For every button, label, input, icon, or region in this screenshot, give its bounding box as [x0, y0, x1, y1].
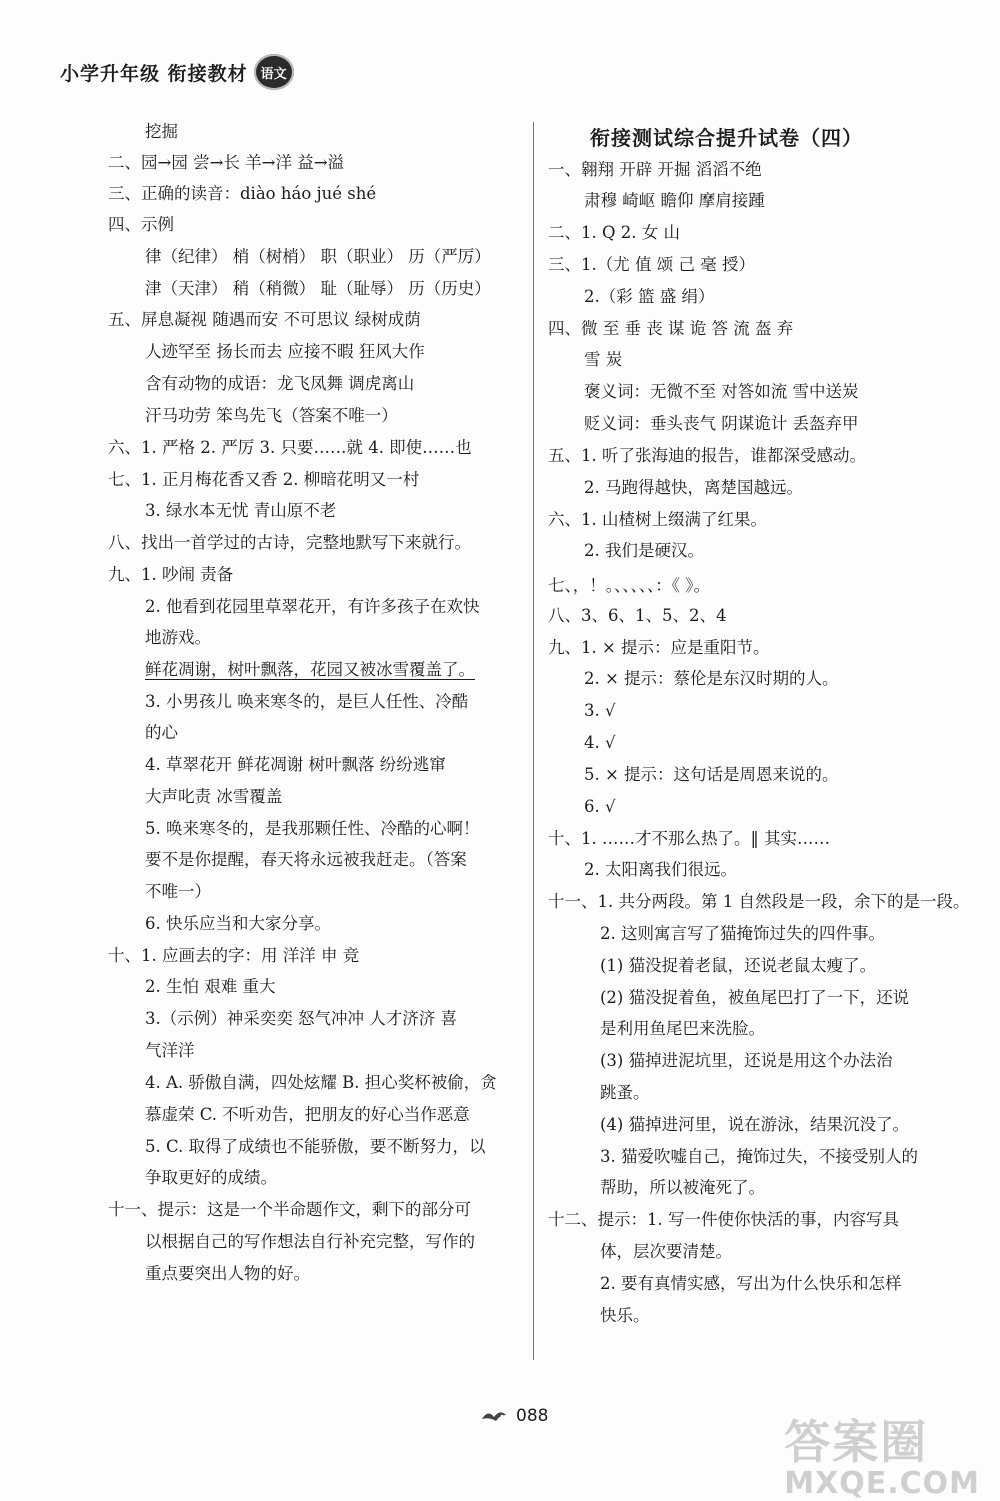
answer-line: 争取更好的成绩。	[145, 1168, 277, 1187]
answer-line: 2. 马跑得越快，离楚国越远。	[584, 478, 803, 497]
watermark	[784, 1406, 980, 1501]
answer-line: 鲜花凋谢，树叶飘落，花园又被冰雪覆盖了。	[145, 660, 475, 679]
subject-badge: 语文	[254, 54, 294, 90]
answer-line: 2. 我们是硬汉。	[584, 541, 704, 560]
answer-line: 慕虚荣 C. 不听劝告，把朋友的好心当作恶意	[145, 1105, 470, 1124]
answer-line: 一、翱翔 开辟 开掘 滔滔不绝	[548, 160, 762, 179]
answer-line: 含有动物的成语：龙飞凤舞 调虎离山	[145, 374, 415, 393]
answer-line: 汗马功劳 笨鸟先飞（答案不唯一）	[145, 406, 398, 425]
answer-line: 4. √	[584, 733, 616, 752]
answer-line: 5. × 提示：这句话是周恩来说的。	[584, 765, 839, 784]
answer-line: 气洋洋	[145, 1041, 195, 1060]
answer-line: 十一、提示：这是一个半命题作文，剩下的部分可	[108, 1200, 471, 1219]
answer-line: 四、示例	[108, 215, 174, 234]
answer-line: 快乐。	[600, 1306, 650, 1325]
answer-line: 四、微 至 垂 丧 谋 诡 答 流 盔 弃	[548, 319, 794, 338]
answer-line: 肃穆 崎岖 瞻仰 摩肩接踵	[584, 191, 765, 210]
answer-line: 八、找出一首学过的古诗，完整地默写下来就行。	[108, 533, 471, 552]
answer-line: 2. 太阳离我们很远。	[584, 860, 737, 879]
answer-line: 七、，！。、、、、、：《 》。	[548, 576, 710, 595]
answer-line: (3) 猫掉进泥坑里，还说是用这个办法治	[600, 1051, 893, 1070]
answer-line: (1) 猫没捉着老鼠，还说老鼠太瘦了。	[600, 956, 877, 975]
answer-line: 贬义词：垂头丧气 阴谋诡计 丢盔弃甲	[584, 414, 859, 433]
answer-line: 六、1. 严格 2. 严厉 3. 只要……就 4. 即使……也	[108, 438, 472, 457]
answer-line: 雪 炭	[584, 350, 623, 369]
answer-line: 3. 绿水本无忧 青山原不老	[145, 501, 337, 520]
answer-line: 体，层次要清楚。	[600, 1242, 732, 1261]
answer-line: 跳蚤。	[600, 1083, 650, 1102]
answer-line: 2. × 提示：蔡伦是东汉时期的人。	[584, 669, 839, 688]
answer-line: 重点要突出人物的好。	[145, 1264, 310, 1283]
answer-line: 三、1.（尤 值 颂 己 毫 授）	[548, 255, 755, 274]
watermark-main: 答案圈	[784, 1415, 929, 1469]
answer-line: 要不是你提醒，春天将永远被我赶走。（答案	[145, 850, 467, 869]
answer-line: 帮助，所以被淹死了。	[600, 1178, 765, 1197]
answer-line: 不唯一）	[145, 882, 211, 901]
page-footer	[480, 1406, 548, 1426]
answer-line: 3. 小男孩儿 唤来寒冬的，是巨人任性、冷酷	[145, 692, 469, 711]
answer-line: 2. 这则寓言写了猫掩饰过失的四件事。	[600, 924, 885, 943]
answer-line: 人迹罕至 扬长而去 应接不暇 狂风大作	[145, 342, 425, 361]
answer-line: 5. 唤来寒冬的，是我那颗任性、冷酷的心啊！	[145, 819, 480, 838]
answer-line: 五、1. 听了张海迪的报告，谁都深受感动。	[548, 446, 866, 465]
answer-line: 二、1. Q 2. 女 山	[548, 223, 680, 242]
answer-line: 二、园→园 尝→长 羊→洋 益→溢	[108, 153, 345, 172]
answer-line: 以根据自己的写作想法自行补充完整，写作的	[145, 1232, 475, 1251]
answer-line: 2.（彩 篮 盛 绢）	[584, 287, 715, 306]
answer-line: 律（纪律） 梢（树梢） 职（职业） 历（严厉）	[145, 247, 491, 266]
answer-line: 地游戏。	[145, 628, 211, 647]
answer-line: 九、1. 吵闹 责备	[108, 565, 234, 584]
answer-line: (4) 猫掉进河里，说在游泳，结果沉没了。	[600, 1115, 910, 1134]
answer-line: 八、3、6、1、5、2、4	[548, 606, 727, 625]
answer-line: (2) 猫没捉着鱼，被鱼尾巴打了一下，还说	[600, 988, 910, 1007]
answer-line: 六、1. 山楂树上缀满了红果。	[548, 510, 767, 529]
answer-line: 十二、提示：1. 写一件使你快活的事，内容写具	[548, 1210, 899, 1229]
answer-line: 十、1. 应画去的字：用 洋洋 申 竞	[108, 946, 360, 965]
answer-line: 4. 草翠花开 鲜花凋谢 树叶飘落 纷纷逃窜	[145, 755, 446, 774]
answer-line: 十、1. ……才不那么热了。‖ 其实……	[548, 829, 830, 848]
watermark-domain: MXQE.COM	[784, 1466, 980, 1501]
answer-line: 褒义词：无微不至 对答如流 雪中送炭	[584, 382, 859, 401]
answer-line: 的心	[145, 723, 178, 742]
answer-line: 是利用鱼尾巴来洗脸。	[600, 1019, 765, 1038]
header-title: 小学升年级 衔接教材	[60, 62, 248, 85]
answer-line: 2. 生怕 艰难 重大	[145, 977, 276, 996]
answer-line: 十一、1. 共分两段。第 1 自然段是一段，余下的是一段。	[548, 892, 970, 911]
answer-line: 九、1. × 提示：应是重阳节。	[548, 638, 770, 657]
answer-line: 3. 猫爱吹嘘自己，掩饰过失，不接受别人的	[600, 1147, 918, 1166]
answer-line: 4. A. 骄傲自满，四处炫耀 B. 担心奖杯被偷，贪	[145, 1073, 497, 1092]
answer-line: 2. 他看到花园里草翠花开，有许多孩子在欢快	[145, 597, 480, 616]
answer-line: 6. 快乐应当和大家分享。	[145, 914, 331, 933]
answer-line: 七、1. 正月梅花香又香 2. 柳暗花明又一村	[108, 470, 420, 489]
answer-line: 6. √	[584, 797, 616, 816]
answer-line: 津（天津） 稍（稍微） 耻（耻辱） 历（历史）	[145, 279, 491, 298]
answer-line: 2. 要有真情实感，写出为什么快乐和怎样	[600, 1274, 902, 1293]
bird-icon	[480, 1407, 508, 1425]
answer-line: 5. C. 取得了成绩也不能骄傲，要不断努力，以	[145, 1137, 486, 1156]
answer-line: 3. √	[584, 701, 616, 720]
answer-line: 五、屏息凝视 随遇而安 不可思议 绿树成荫	[108, 310, 421, 329]
answer-line: 大声叱责 冰雪覆盖	[145, 787, 283, 806]
answer-line: 挖掘	[145, 122, 178, 141]
answer-line: 三、正确的读音：diào háo jué shé	[108, 184, 377, 203]
section-title: 衔接测试综合提升试卷（四）	[590, 126, 863, 150]
page-number: 088	[516, 1406, 549, 1426]
answer-line: 3.（示例）神采奕奕 怒气冲冲 人才济济 喜	[145, 1009, 457, 1028]
